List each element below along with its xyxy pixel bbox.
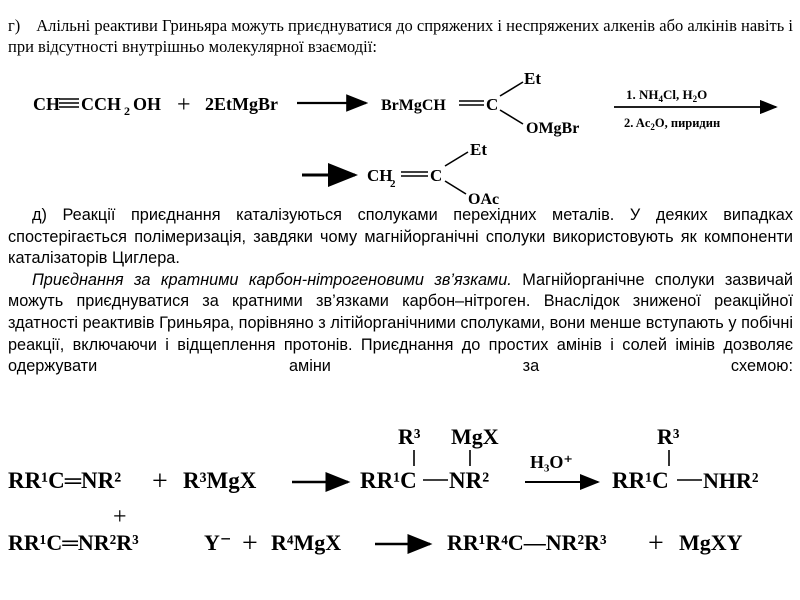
intermediate-nr2: NR² bbox=[449, 468, 490, 493]
byproduct-mgxy: MgXY bbox=[679, 530, 743, 555]
iminium-charge: + bbox=[113, 504, 127, 530]
intermediate-c: C bbox=[486, 95, 499, 114]
reactant-propargyl-cch: CCH bbox=[81, 94, 121, 114]
grignard-reagent-2: R⁴MgX bbox=[271, 530, 342, 555]
plus-sign: + bbox=[177, 92, 191, 118]
amine-product-rr1c: RR¹C bbox=[612, 468, 669, 493]
intermediate-rr1c: RR¹C bbox=[360, 468, 417, 493]
plus-sign-1: + bbox=[152, 466, 168, 497]
paragraph-addition bbox=[8, 270, 793, 378]
condition-2: 2. $Ac_2O$, пиридин bbox=[624, 116, 721, 132]
intermediate-et: Et bbox=[524, 69, 541, 88]
body-text bbox=[8, 205, 793, 408]
plus-sign-3: + bbox=[648, 528, 664, 559]
plus-sign-2: + bbox=[242, 528, 258, 559]
grignard-reagent-1: R³MgX bbox=[183, 468, 257, 493]
anion-y: Y⁻ bbox=[204, 530, 232, 555]
amine-product-r3: R³ bbox=[657, 424, 680, 449]
reactant-etmgbr: 2EtMgBr bbox=[205, 94, 278, 114]
paragraph-g bbox=[8, 15, 793, 57]
iminium-salt: RR¹C═NR²R³ bbox=[8, 530, 139, 555]
product-oac: OAc bbox=[468, 191, 500, 208]
product-sub: 2 bbox=[390, 178, 396, 190]
bond-to-omgbr bbox=[500, 110, 523, 124]
product-c: C bbox=[430, 166, 443, 185]
product-ch: CH bbox=[367, 166, 393, 185]
paragraph-d: д) Реакції приєднання каталізуються сполуками перехідних металів. У деяких випадках спостерігається полімеризація, завдяки чому магнійорганічні сполуки використовують як компоненти каталізаторів Циглера. bbox=[8, 206, 793, 268]
hydrolysis-condition: H₃O⁺ bbox=[530, 452, 573, 472]
paragraph-g-text: Алільні реактиви Гриньяра можуть приєднуватися до спряжених і неспряжених алкенів або алкінів навіть і при відсутності внутрішньо молекулярної взаємодії: bbox=[8, 16, 793, 56]
double-bond-2 bbox=[401, 172, 428, 176]
intermediate-r3: R³ bbox=[398, 424, 421, 449]
intermediate-brmgch: BrMgCH bbox=[381, 97, 446, 114]
reactant-propargyl-oh: OH bbox=[133, 94, 162, 114]
reactant-propargyl-sub: 2 bbox=[124, 104, 130, 118]
bond-to-et bbox=[500, 82, 523, 96]
product-et: Et bbox=[470, 140, 487, 159]
reaction-scheme-imine bbox=[0, 410, 800, 600]
intermediate-omgbr: OMgBr bbox=[526, 120, 580, 137]
paragraph-addition-text: Магнійорганічне сполуки зазвичай можуть приєднуватися за кратними зв’язками карбон–нітроген. Внаслідок зниженої реакційної здатності реактивів Гриньяра, порівняно з літійорганічними сполуками, вони менше вступають у побічні реакції, включаючи і відщеплення протонів. Приєднання до простих амінів і солей імінів дозволяє одержувати аміни за схемою: bbox=[8, 270, 793, 376]
amine-product-nhr2: NHR² bbox=[703, 468, 759, 493]
paragraph-addition-lead: Приєднання за кратними карбон-нітрогеновими зв’язками. bbox=[32, 270, 512, 289]
reaction-scheme-allyl bbox=[0, 60, 800, 210]
condition-1: 1. $NH_4Cl$, $H_2O$ bbox=[626, 87, 708, 104]
imine-reactant: RR¹C═NR² bbox=[8, 468, 122, 493]
paragraph-g-label: г) bbox=[8, 16, 21, 35]
double-bond-1 bbox=[459, 101, 484, 105]
reactant-propargyl-ch: CH bbox=[33, 94, 60, 114]
intermediate-mgx: MgX bbox=[451, 424, 499, 449]
product-bond-oac bbox=[445, 181, 466, 194]
product-bond-et bbox=[445, 152, 468, 166]
tertiary-amine-product: RR¹R⁴C—NR²R³ bbox=[447, 530, 607, 555]
triple-bond bbox=[59, 99, 79, 107]
